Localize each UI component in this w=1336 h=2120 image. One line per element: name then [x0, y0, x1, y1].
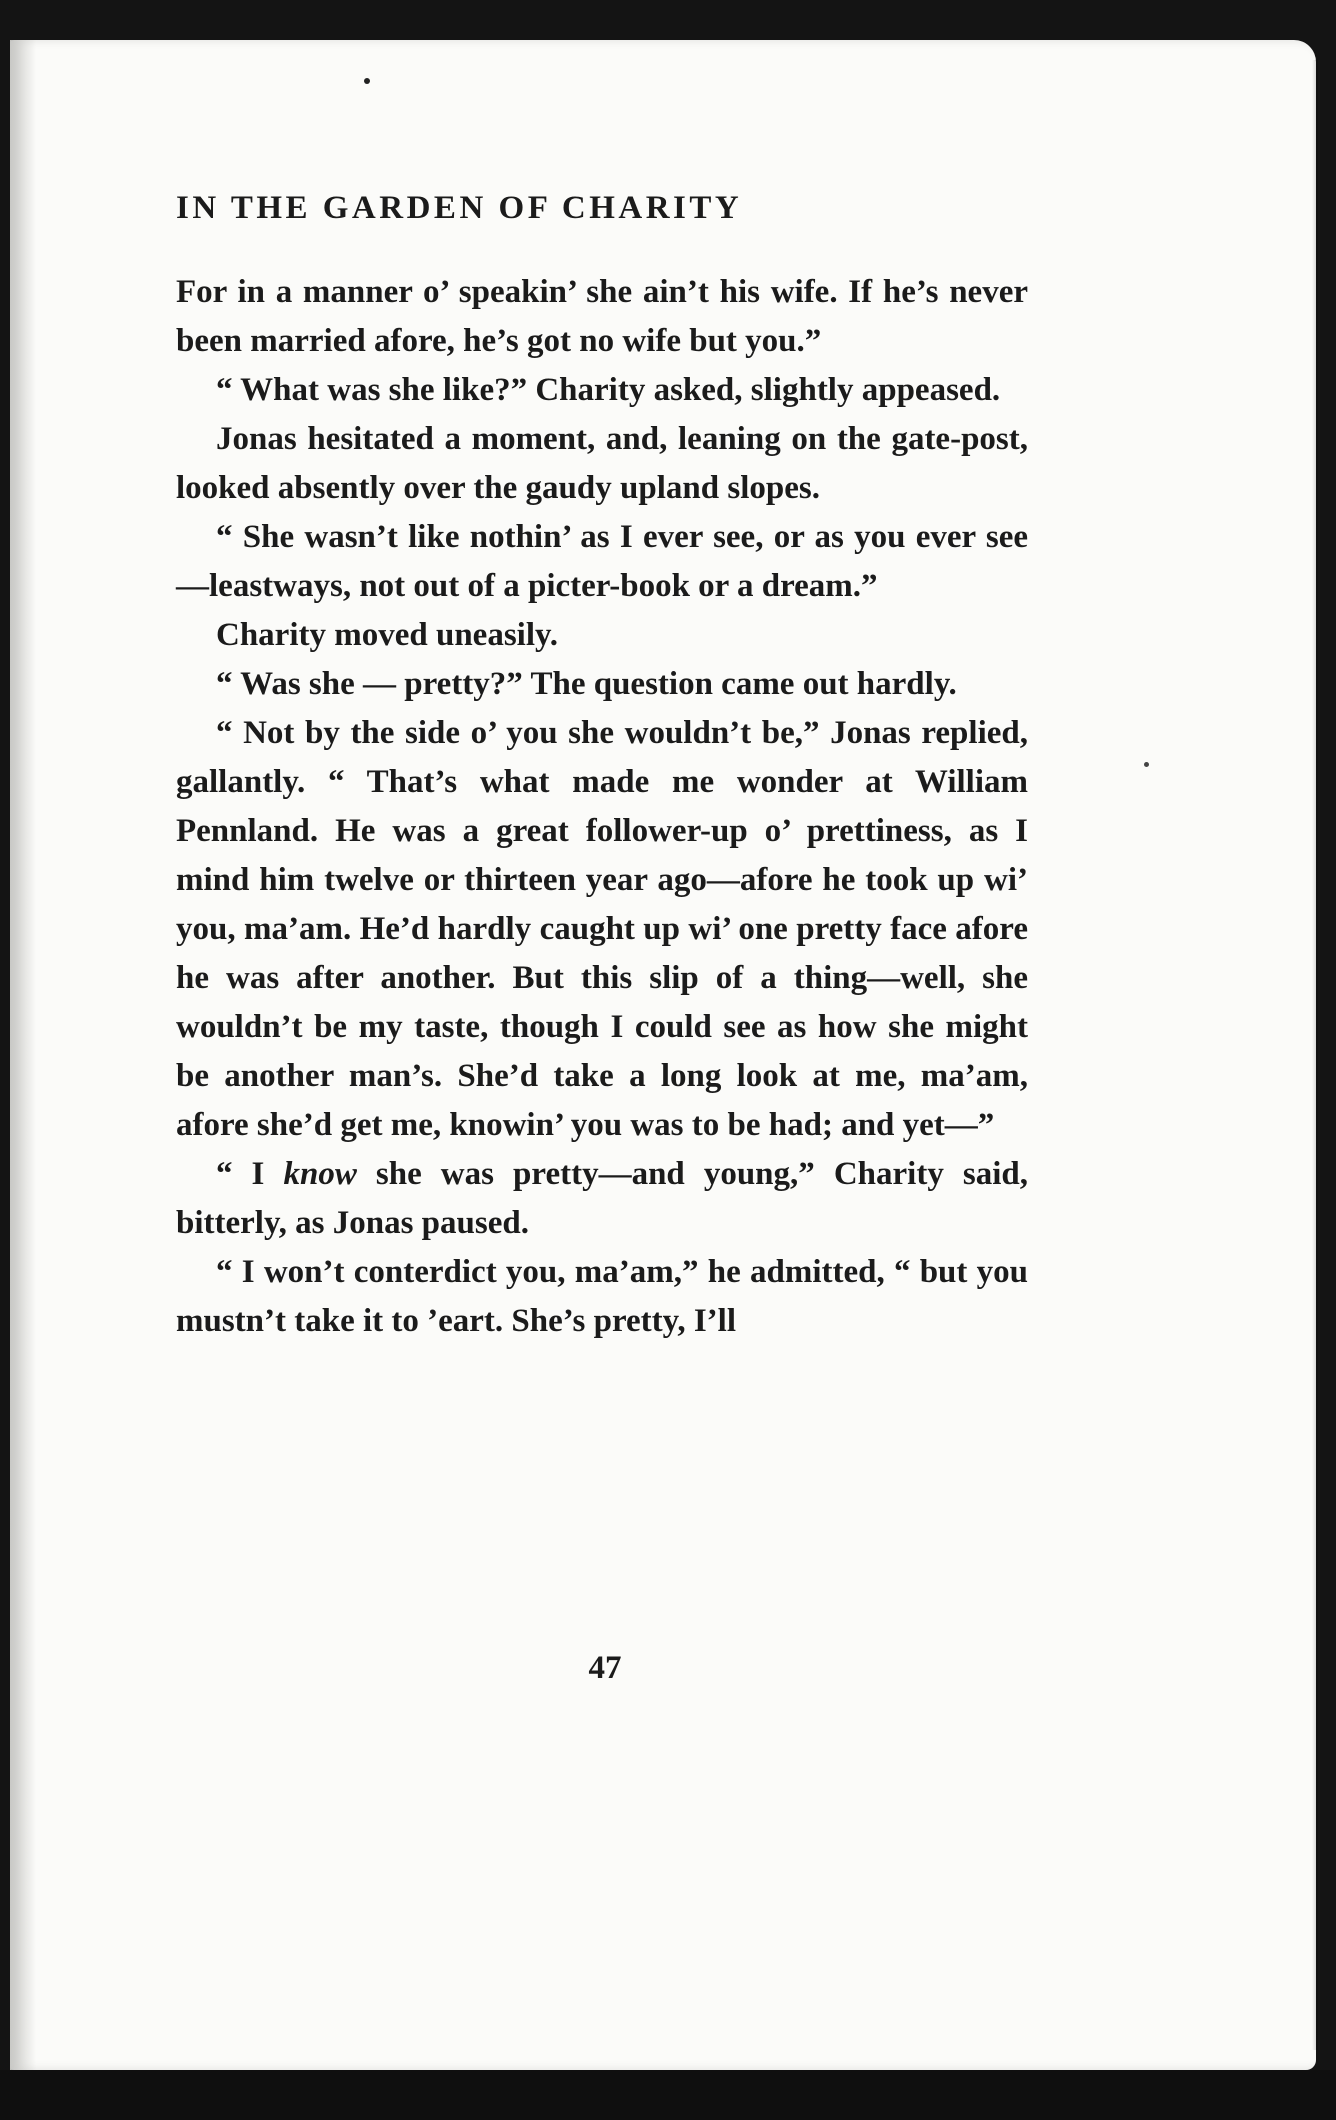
emphasized-word: know: [283, 1156, 357, 1192]
paragraph: “ She wasn’t like nothin’ as I ever see, or as you ever see—leastways, not out of a picter-book or a dream.”: [176, 519, 1028, 604]
scan-border: [0, 2070, 1336, 2120]
paragraph: “ Not by the side o’ you she wouldn’t be,” Jonas replied, gallantly. “ That’s what made me wonder at William Pennland. He was a great follower-up o’ prettiness, as I mind him twelve or thirteen year ago—afore he took up wi’ you, ma’am. He’d hardly caught up wi’ one pretty face afore he was after another. But this slip of a thing—well, she wouldn’t be my taste, though I could see as how she might be another man’s. She’d take a long look at me, ma’am, afore she’d get me, knowin’ you was to be had; and yet—”: [176, 715, 1028, 1143]
page-number: 47: [588, 1650, 622, 1686]
paragraph: “ What was she like?” Charity asked, slightly appeased.: [216, 372, 1001, 408]
paragraph: “ Was she — pretty?” The question came out hardly.: [216, 666, 957, 702]
running-head: IN THE GARDEN OF CHARITY: [176, 190, 743, 226]
paragraph: “ I won’t conterdict you, ma’am,” he admitted, “ but you mustn’t take it to ’eart. She’s pretty, I’ll: [176, 1254, 1028, 1339]
page-edge: [1312, 60, 1318, 2050]
paragraph: Charity moved uneasily.: [216, 617, 558, 653]
ink-speck: [364, 78, 370, 84]
paragraph-text: she was pretty—and young,” Charity said, bitterly, as Jonas paused.: [176, 1156, 1029, 1241]
gutter-shadow: [10, 40, 36, 2070]
paragraph: For in a manner o’ speakin’ she ain’t his wife. If he’s never been married afore, he’s got no wife but you.”: [176, 274, 1028, 359]
paragraph-text: “ I: [216, 1156, 284, 1192]
ink-speck: [1144, 762, 1149, 767]
paragraph: [176, 1150, 1028, 1248]
paragraph: Jonas hesitated a moment, and, leaning on the gate-post, looked absently over the gaudy upland slopes.: [176, 421, 1028, 506]
body-text: [176, 268, 1028, 1346]
